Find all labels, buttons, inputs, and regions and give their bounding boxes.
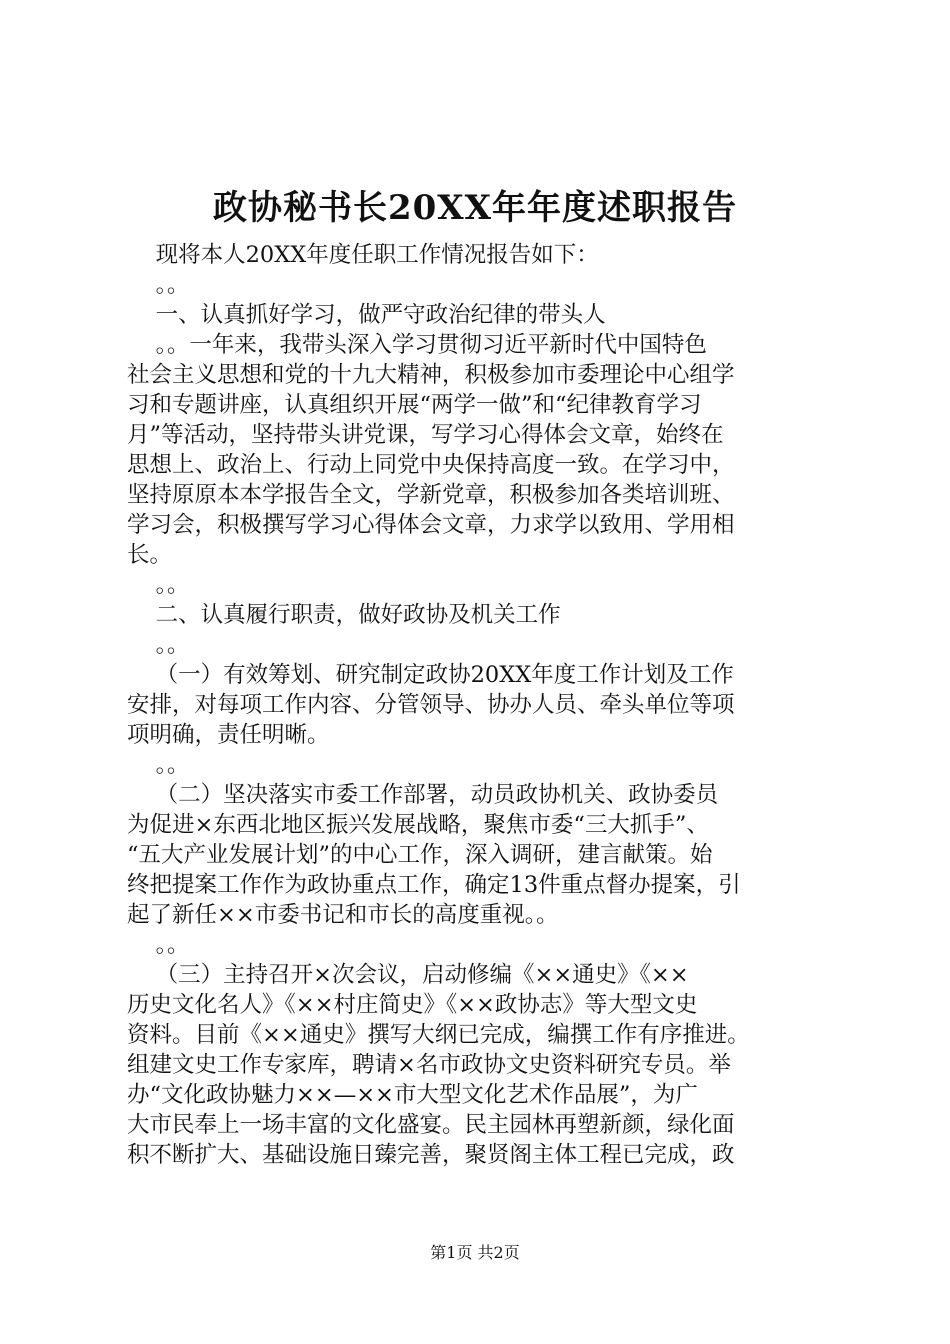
body-line: 历史文化名人》《××村庄简史》《××政协志》等大型文史 bbox=[127, 992, 698, 1018]
body-line: 安排，对每项工作内容、分管领导、协办人员、牵头单位等项 bbox=[127, 692, 735, 718]
body-line: 组建文史工作专家库，聘请×名市政协文史资料研究专员。举 bbox=[127, 1052, 731, 1078]
body-line: 积不断扩大、基础设施日臻完善，聚贤阁主体工程已完成，政 bbox=[127, 1142, 735, 1168]
page-footer: 第1页 共2页 bbox=[430, 1243, 520, 1262]
body-line: （三）主持召开×次会议，启动修编《××通史》《×× bbox=[127, 962, 689, 988]
body-line: 项明确，责任明晰。 bbox=[127, 722, 330, 748]
body-line: （二）坚决落实市委工作部署，动员政协机关、政协委员 bbox=[127, 782, 719, 808]
body-line: 为促进×东西北地区振兴发展战略，聚焦市委“三大抓手”、 bbox=[127, 812, 709, 838]
body-line: 月”等活动，坚持带头讲党课，写学习心得体会文章，始终在 bbox=[127, 422, 724, 448]
body-line: 习和专题讲座，认真组织开展“两学一做”和“纪律教育学习 bbox=[127, 392, 702, 418]
body-line: 终把提案工作作为政协重点工作，确定13件重点督办提案，引 bbox=[127, 872, 741, 898]
document-title: 政协秘书长20XX年年度述职报告 bbox=[212, 188, 738, 228]
body-line: 思想上、政治上、行动上同党中央保持高度一致。在学习中， bbox=[127, 452, 735, 478]
body-line: 。。 bbox=[127, 752, 190, 778]
body-line: （一）有效筹划、研究制定政协20XX年度工作计划及工作 bbox=[127, 662, 734, 688]
body-line: 二、认真履行职责，做好政协及机关工作 bbox=[127, 602, 561, 628]
body-line: 办“文化政协魅力××—××市大型文化艺术作品展”，为广 bbox=[127, 1082, 698, 1108]
body-line: 。。一年来，我带头深入学习贯彻习近平新时代中国特色 bbox=[127, 332, 707, 358]
body-line: “五大产业发展计划”的中心工作，深入调研，建言献策。始 bbox=[127, 842, 713, 868]
body-line: 学习会，积极撰写学习心得体会文章，力求学以致用、学用相 bbox=[127, 512, 735, 538]
body-line: 坚持原原本本学报告全文，学新党章，积极参加各类培训班、 bbox=[127, 482, 735, 508]
body-line: 。。 bbox=[127, 932, 190, 958]
body-line: 。。 bbox=[127, 572, 190, 598]
body-line: 现将本人20XX年度任职工作情况报告如下： bbox=[127, 242, 599, 268]
body-line: 资料。目前《××通史》撰写大纲已完成，编撰工作有序推进。 bbox=[127, 1022, 750, 1048]
body-line: 长。 bbox=[127, 542, 173, 568]
body-line: 。。 bbox=[127, 632, 190, 658]
body-line: 起了新任××市委书记和市长的高度重视。。 bbox=[127, 902, 559, 928]
body-line: 大市民奉上一场丰富的文化盛宴。民主园林再塑新颜，绿化面 bbox=[127, 1112, 735, 1138]
body-line: 社会主义思想和党的十九大精神，积极参加市委理论中心组学 bbox=[127, 362, 735, 388]
document-body bbox=[127, 240, 847, 1170]
body-line: 。。 bbox=[127, 272, 190, 298]
body-line: 一、认真抓好学习，做严守政治纪律的带头人 bbox=[127, 302, 606, 328]
